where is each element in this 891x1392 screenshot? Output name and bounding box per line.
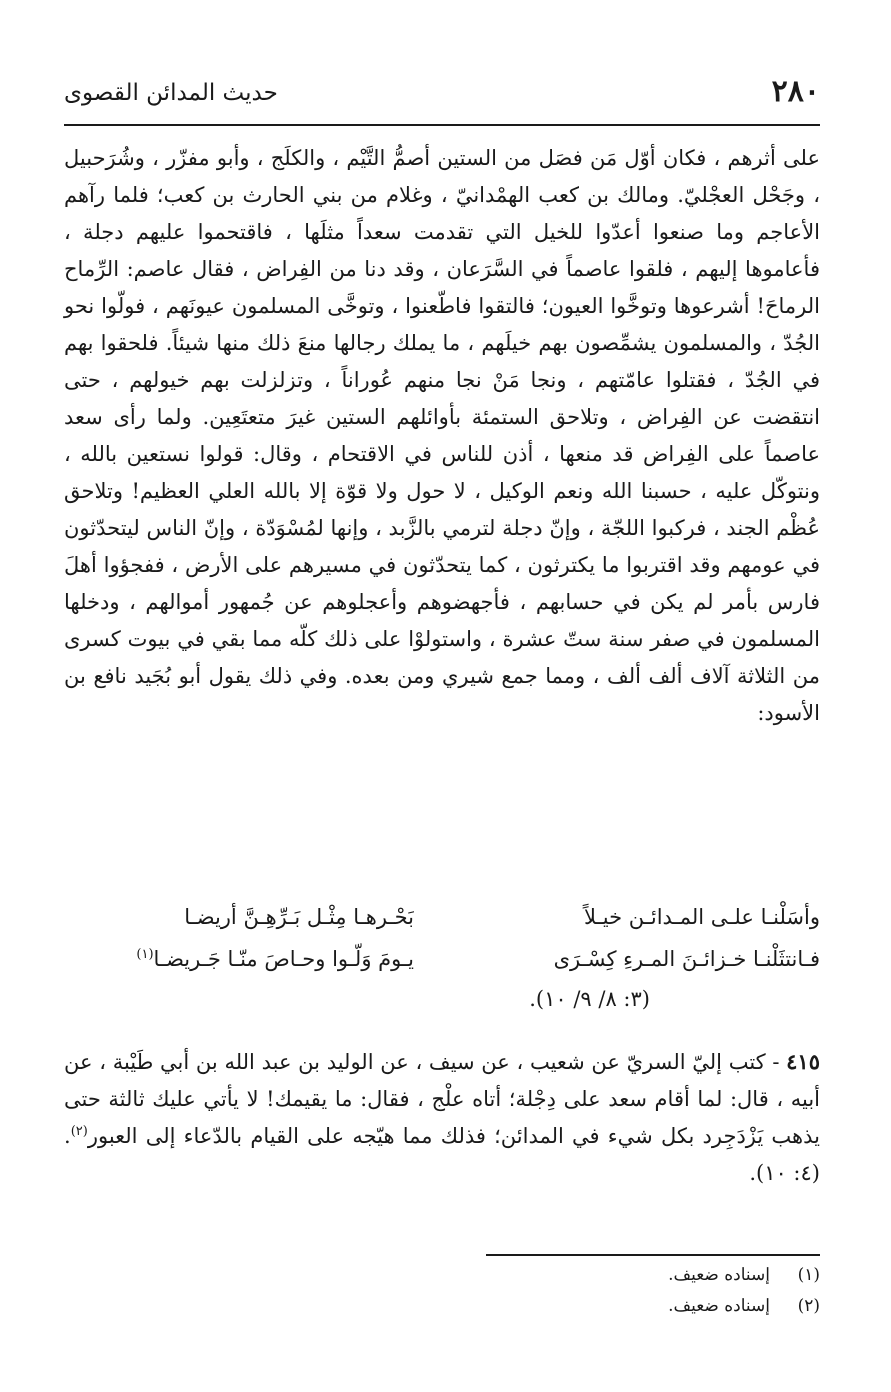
footnote-marker-1[interactable]: (١) — [136, 947, 154, 962]
footnote-item — [400, 1260, 820, 1291]
footnote-number: (٢) — [797, 1296, 820, 1316]
footnotes — [400, 1260, 820, 1322]
narration-number: ٤١٥ — [786, 1049, 820, 1074]
narration-text: - كتب إليّ السريّ عن شعيب ، عن سيف ، عن الوليد بن عبد الله بن أبي طَيْبة ، عن أبيه ، قال: لما أقام سعد على دِجْلة؛ أتاه علْج ، فقال: ما يقيمك! لا يأتي عليك ثالثة حتى يذهب يَزْدَجِرد بكل شيء في المدائن؛ فذلك مما هيّجه على القيام بالدّعاء إلى العبور — [64, 1050, 820, 1148]
poem-reference: (٣: ٨/ ٩/ ١٠). — [529, 987, 650, 1011]
verse-1-first-hemistich: وأسَلْنـا علـى المـدائـن خيـلاً — [584, 905, 820, 929]
narration-reference: . (٤: ١٠). — [64, 1124, 820, 1185]
footnote-divider — [486, 1254, 820, 1256]
footnote-text: إسناده ضعيف. — [668, 1296, 770, 1316]
main-text — [64, 140, 820, 732]
page-number: ٢٨٠ — [771, 74, 820, 109]
narration-415 — [64, 1043, 820, 1192]
running-title: حديث المدائن القصوى — [64, 80, 278, 106]
verse-2-second-hemistich — [64, 938, 414, 980]
poem-verse — [64, 896, 820, 938]
footnote-marker-2[interactable]: (٢) — [70, 1124, 88, 1139]
footnote-number: (١) — [797, 1265, 820, 1285]
header-divider — [64, 124, 820, 126]
footnote-text: إسناده ضعيف. — [668, 1265, 770, 1285]
footnote-item — [400, 1291, 820, 1322]
page-header — [64, 70, 820, 118]
poem — [64, 896, 820, 1018]
verse-2-first-hemistich: فـانتثَلْنـا خـزائـنَ المـرءِ كِسْـرَى — [553, 947, 820, 971]
verse-2-second-text: يـومَ وَلّـوا وحـاصَ منّـا جَـريضـا — [153, 947, 414, 971]
main-paragraph: على أثرهم ، فكان أوّل مَن فصَل من الستين أصمُّ التَّيْم ، والكلَج ، وأبو مفزّر ، وشُرَحبيل ، وجَحْل العجْليّ. ومالك بن كعب الهمْدانيّ ، وغلام من بني الحارث بن كعب؛ فلما رآهم الأعاجم وما صنعوا أعدّوا للخيل التي تقدمت سعداً مثلَها ، فاقتحموا عليهم دجلة ، فأعاموها إليهم ، فلقوا عاصماً في السَّرَعان ، وقد دنا من الفِراض ، فقال عاصم: الرِّماح الرماحَ! أشرعوها وتوخَّوا العيون؛ فالتقوا فاطّعنوا ، وتوخَّى المسلمون عيونَهم ، فولّوا نحو الجُدّ ، والمسلمون يشمِّصون بهم خيلَهم ، ما يملك رجالها منعَ ذلك منها شيئاً. فلحقوا بهم في الجُدّ ، فقتلوا عامّتهم ، ونجا مَنْ نجا منهم عُوراناً ، وتزلزلت بهم خيولهم ، حتى انتقضت عن الفِراض ، وتلاحق الستمئة بأوائلهم الستين غيرَ متعتَعِين. ولما رأى سعد عاصماً على الفِراض قد منعها ، أذن للناس في الاقتحام ، وقال: قولوا نستعين بالله ، ونتوكّل عليه ، حسبنا الله ونعم الوكيل ، لا حول ولا قوّة إلا بالله العلي العظيم! وتلاحق عُظْم الجند ، فركبوا اللجّة ، وإنّ دجلة لترمي بالزَّبد ، وإنها لمُسْوَدّة ، وإنّ الناس ليتحدّثون في عومهم وقد اقتربوا ما يكترثون ، كما يتحدّثون في مسيرهم على الأرض ، ففجؤوا أهلَ فارس بأمر لم يكن في حسابهم ، فأجهضوهم وأعجلوهم عن جُمهور أموالهم ، ودخلها المسلمون في صفر سنة ستّ عشرة ، واستولوْا على ذلك كلّه مما بقي في بيوت كسرى من الثلاثة آلاف ألف ألف ، ومما جمع شيري ومن بعده. وفي ذلك يقول أبو بُجَيد نافع بن الأسود: — [64, 146, 821, 725]
verse-1-second-hemistich: بَحْـرهـا مِثْـل بَـرِّهِـنَّ أريضـا — [184, 905, 414, 929]
poem-verse — [64, 938, 820, 980]
